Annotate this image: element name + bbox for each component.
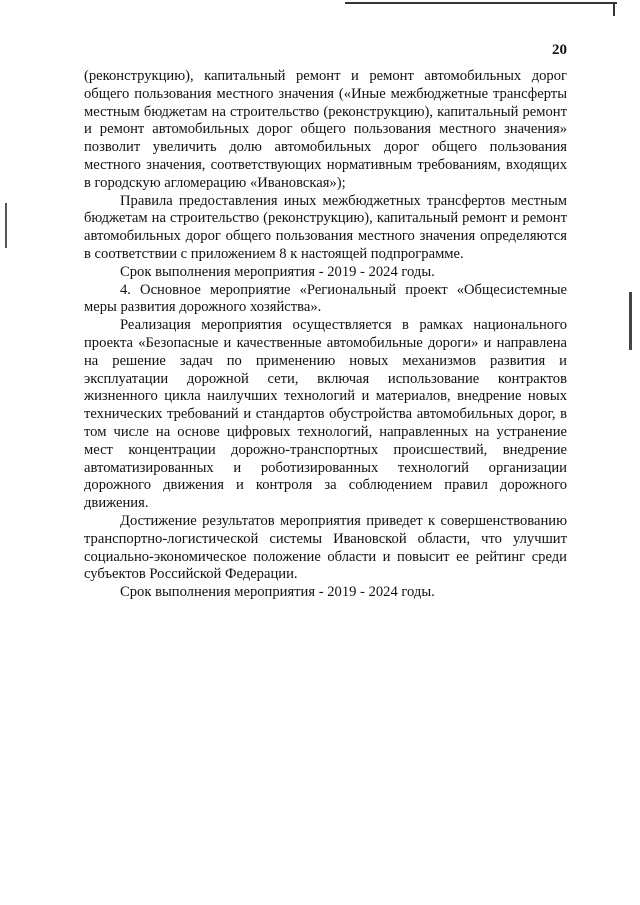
paragraph-6: Достижение результатов мероприятия приведет к совершенствованию транспортно-логистической системы Ивановской области, что улучшит социально-экономическое положение области и повысит ее рейтинг среди субъектов Российской Федерации. <box>84 512 567 583</box>
scan-mark-right <box>629 292 632 350</box>
paragraph-3: Срок выполнения мероприятия - 2019 - 2024 годы. <box>120 263 435 280</box>
scan-edge-top <box>345 2 617 4</box>
paragraph-1: (реконструкцию), капитальный ремонт и ремонт автомобильных дорог общего пользования местного значения («Иные межбюджетные трансферты местным бюджетам на строительство (реконструкцию), капитальный ремонт и ремонт автомобильных дорог общего пользования местного значения» позволит увеличить долю автомобильных дорог общего пользования местного значения, соответствующих нормативным требованиям, входящих в городскую агломерацию «Ивановская»); <box>84 68 567 191</box>
paragraph-7: Срок выполнения мероприятия - 2019 - 2024 годы. <box>120 584 435 601</box>
scan-mark-left <box>5 203 7 248</box>
paragraph-5: Реализация мероприятия осуществляется в рамках национального проекта «Безопасные и качественные автомобильные дороги» и направлена на решение задач по применению новых механизмов развития и эксплуатации дорожной сети, включая использование контрактов жизненного цикла наилучших технологий и материалов, внедрение новых технических требований и стандартов обустройства автомобильных дорог, в том числе на основе цифровых технологий, направленных на устранение мест концентрации дорожно-транспортных происшествий, внедрение автоматизированных и роботизированных технологий организации дорожного движения и контроля за соблюдением правил дорожного движения. <box>84 317 567 512</box>
document-body <box>84 68 567 602</box>
paragraph-2: Правила предоставления иных межбюджетных трансфертов местным бюджетам на строительство (реконструкцию), капитальный ремонт и ремонт автомобильных дорог общего пользования местного значения определяются в соответствии с приложением 8 к настоящей подпрограмме. <box>84 192 567 262</box>
paragraph-4: 4. Основное мероприятие «Региональный проект «Общесистемные меры развития дорожного хозяйства». <box>84 281 567 316</box>
scan-edge-right <box>613 2 615 16</box>
page-number: 20 <box>552 42 567 58</box>
